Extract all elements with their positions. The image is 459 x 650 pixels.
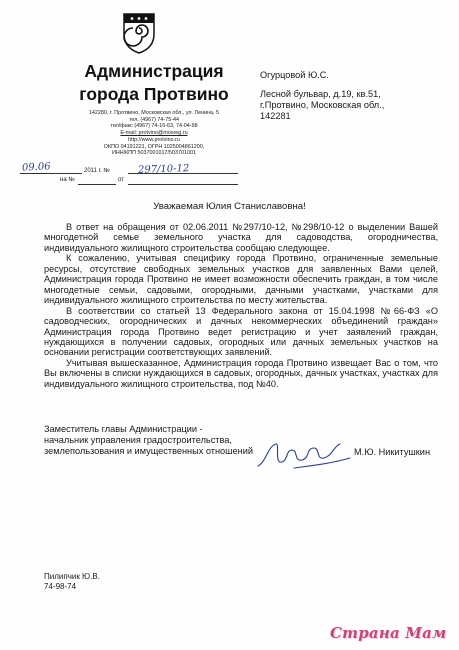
body-paragraph: В ответ на обращения от 02.06.2011 №297/10-12, №298/10-12 о выделении Вашей многодетной семье земельного участка для садоводства, огородничества, индивидуального жилищного строительства сообщаю следующее. bbox=[44, 222, 438, 253]
letter-body bbox=[44, 222, 438, 389]
org-phone: тел. (4967) 74-75-44 bbox=[128, 116, 180, 123]
org-inn: ИНН/КПП 5037001017/503701001 bbox=[111, 150, 196, 157]
recipient-address-line1: Лесной бульвар, д.19, кв.51, bbox=[260, 89, 381, 99]
org-okpo: ОКПО 04191221, ОГРН 1025004861200, bbox=[103, 143, 205, 150]
registration-year-label: 2011 г. № bbox=[84, 168, 110, 174]
body-paragraph: К сожалению, учитывая специфику города Протвино, ограниченные земельные ресурсы, отсутствие свободных земельных участков для заявленных Вами целей, Администрация города Протвино не имеет возможности обеспечить граждан, в том числе многодетные семьи, садовыми, огородными, дачными участками, участками для индивидуального жилищного строительства по месту жительства. bbox=[44, 253, 438, 306]
city-emblem-icon bbox=[122, 12, 156, 54]
recipient-name: Огурцовой Ю.С. bbox=[260, 70, 329, 80]
org-title-line1: Администрация bbox=[84, 61, 224, 81]
handwritten-signature bbox=[254, 436, 354, 476]
site-watermark: Страна Мам bbox=[330, 624, 447, 642]
signatory-position bbox=[44, 424, 284, 457]
body-paragraph: В соответствии со статьей 13 Федерального закона от 15.04.1998 №66-ФЗ «О садоводческих, огороднических и дачных некоммерческих объединений граждан» Администрация города Протвино ведет регистрацию и учет заявлений граждан, нуждающихся в получении садовых, огородных или дачных земельных участков на основании регистрации соответствующих заявлений. bbox=[44, 305, 438, 358]
org-website: http://www.protvino.ru bbox=[128, 136, 180, 143]
signatory-name: М.Ю. Никитушкин bbox=[354, 447, 431, 457]
recipient-postcode: 142281 bbox=[260, 111, 291, 121]
position-line2: начальник управления градостроительства, bbox=[44, 435, 232, 445]
reference-date-label: от bbox=[118, 177, 124, 183]
org-title-line2: города Протвино bbox=[79, 84, 229, 104]
salutation: Уважаемая Юлия Станиславовна! bbox=[153, 201, 306, 212]
recipient-block bbox=[260, 70, 445, 122]
executor-phone: 74-98-74 bbox=[44, 582, 77, 591]
recipient-address-line2: г.Протвино, Московская обл., bbox=[260, 100, 385, 110]
registration-date-handwritten: 09.06 bbox=[21, 161, 51, 174]
position-line1: Заместитель главы Администрации - bbox=[44, 424, 203, 434]
registration-number-handwritten: 297/10-12 bbox=[137, 163, 190, 176]
organization-title bbox=[64, 60, 244, 106]
reference-date-underline bbox=[128, 184, 238, 185]
org-email: E-mail: protvino@mosreg.ru bbox=[120, 130, 188, 137]
reference-number-underline bbox=[78, 184, 116, 185]
reference-number-label: на № bbox=[60, 177, 75, 183]
position-line3: землепользования и имущественных отношений bbox=[44, 446, 253, 456]
body-paragraph: Учитывая вышесказанное, Администрация города Протвино извещает Вас о том, что Вы включены в списки нуждающихся в садовых, огородных, дачных участках, участках для индивидуального жилищного строительства, под №40. bbox=[44, 357, 438, 389]
executor-block bbox=[44, 572, 100, 592]
executor-name: Пилипчик Ю.В. bbox=[44, 572, 100, 581]
org-address: 142280, г. Протвино, Московская обл., ул. Ленина, 5 bbox=[88, 110, 220, 116]
org-fax: тел/факс (4967) 74-16-63, 74-04-98 bbox=[110, 123, 198, 130]
organization-details bbox=[64, 110, 244, 157]
